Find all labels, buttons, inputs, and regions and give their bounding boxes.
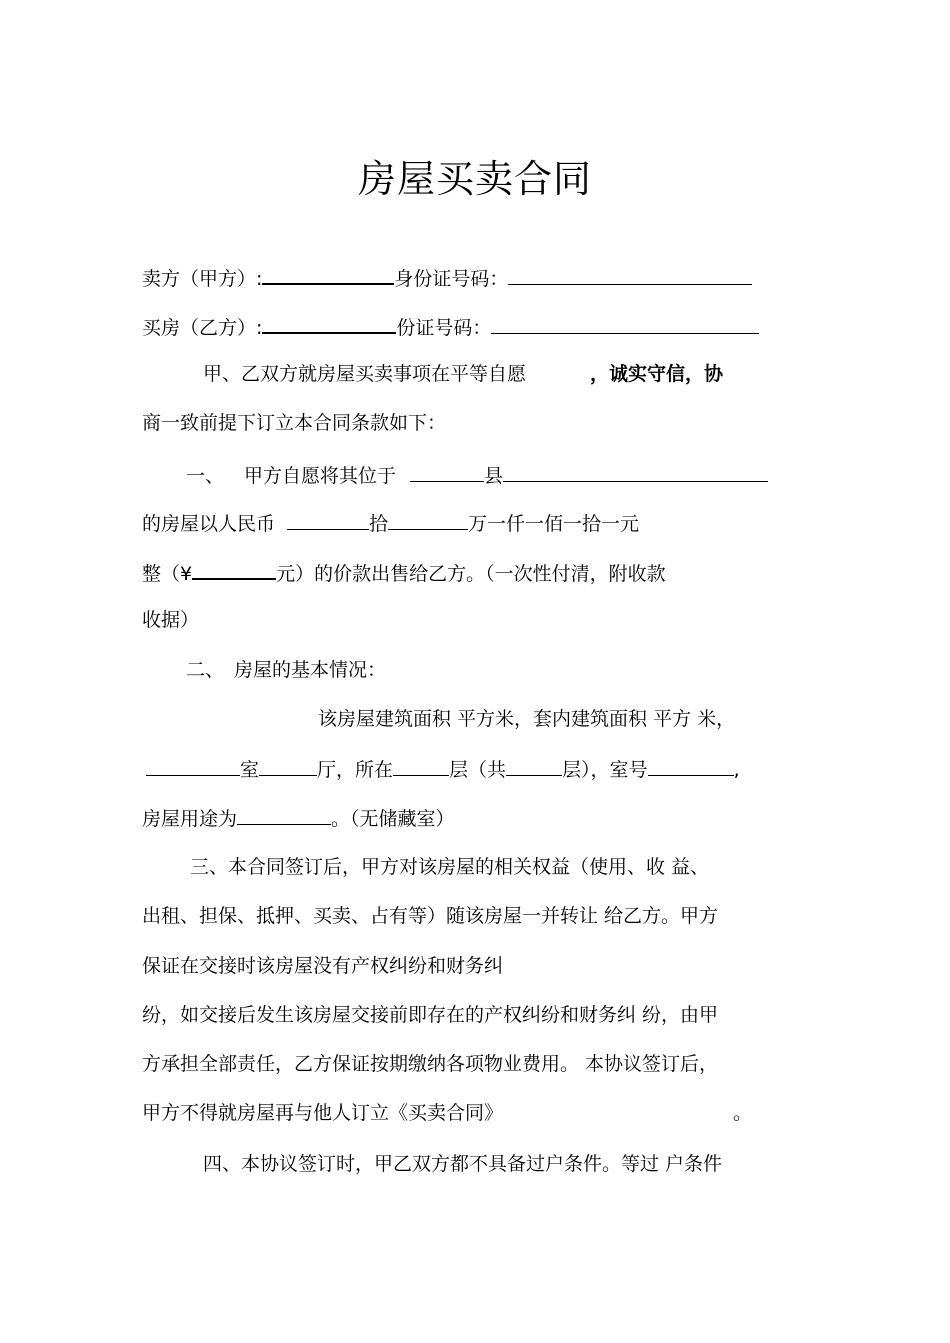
clause3-line-6 bbox=[142, 1100, 752, 1126]
clause3-line-6-text: 甲方不得就房屋再与他人订立《买卖合同》 bbox=[142, 1102, 504, 1124]
clause2-head-text: 房屋的基本情况： bbox=[234, 659, 387, 681]
buyer-line bbox=[142, 312, 759, 341]
clause2-use bbox=[142, 804, 455, 832]
clause1-price-blank-2[interactable] bbox=[388, 509, 468, 530]
clause1-price-blank-1[interactable] bbox=[287, 509, 369, 530]
clause2-area: 该房屋建筑面积 平方米，套内建筑面积 平方 米， bbox=[318, 708, 736, 730]
halls-blank[interactable] bbox=[259, 755, 317, 776]
clause4-line-1: 四、本协议签订时，甲乙双方都不具备过户条件。等过 户条件 bbox=[203, 1153, 723, 1175]
buyer-id-label: 份证号码： bbox=[396, 317, 492, 339]
buyer-id-blank[interactable] bbox=[491, 313, 759, 334]
clause2-use-suffix: 。（无储藏室） bbox=[331, 808, 455, 830]
seller-id-label: 身份证号码： bbox=[394, 268, 509, 290]
buyer-label: 买房（乙方）: bbox=[142, 317, 263, 339]
seller-id-blank[interactable] bbox=[508, 264, 752, 285]
seller-line bbox=[142, 263, 752, 292]
floor-blank[interactable] bbox=[393, 755, 449, 776]
clause1-number: 一、 bbox=[186, 465, 225, 487]
seller-name-blank[interactable] bbox=[262, 263, 394, 285]
seller-label: 卖方（甲方）: bbox=[142, 268, 263, 290]
preamble-line-1 bbox=[203, 361, 723, 387]
buyer-name-blank[interactable] bbox=[262, 312, 396, 334]
clause1-line-1 bbox=[186, 461, 768, 489]
clause1-amount-blank[interactable] bbox=[192, 558, 276, 580]
clause2-ceng: 层（共 bbox=[449, 759, 507, 781]
clause1-county: 县 bbox=[484, 465, 504, 487]
use-blank[interactable] bbox=[237, 804, 331, 825]
preamble-line-2: 商一致前提下订立本合同条款如下： bbox=[142, 412, 447, 434]
clause2-rooms bbox=[146, 755, 740, 783]
clause2-ting: 厅，所在 bbox=[317, 759, 394, 781]
clause2-comma: , bbox=[733, 759, 740, 781]
clause1-price-label: 的房屋以人民币 bbox=[142, 513, 276, 535]
clause3-line-5: 方承担全部责任，乙方保证按期缴纳各项物业费用。 本协议签订后， bbox=[142, 1053, 719, 1075]
clause1-line-4: 收据） bbox=[142, 609, 200, 631]
total-floor-blank[interactable] bbox=[506, 755, 562, 776]
clause1-text-a: 甲方自愿将其位于 bbox=[244, 465, 397, 487]
clause1-line-2 bbox=[142, 509, 639, 537]
clause3-line-2: 出租、担保、抵押、买卖、占有等）随该房屋一并转让 给乙方。甲方 bbox=[142, 905, 719, 927]
clause1-address-blank[interactable] bbox=[503, 461, 768, 482]
clause3-line-3: 保证在交接时该房屋没有产权纠纷和财务纠 bbox=[142, 955, 504, 977]
clause2-number: 二、 bbox=[186, 659, 225, 681]
clause2-use-label: 房屋用途为 bbox=[142, 808, 238, 830]
clause3-line-6-period: 。 bbox=[733, 1102, 753, 1124]
clause2-heading bbox=[186, 657, 386, 683]
room-number-blank[interactable] bbox=[648, 755, 734, 776]
clause1-wan: 万一仟一佰一拾一元 bbox=[468, 513, 640, 535]
clause2-shi: 室 bbox=[240, 759, 260, 781]
clause1-yuan-prefix: 整（¥ bbox=[142, 563, 193, 585]
clause1-location-blank[interactable] bbox=[410, 461, 484, 482]
preamble-text-a: 甲、乙双方就房屋买卖事项在平等自愿 bbox=[203, 363, 527, 385]
clause1-line-3 bbox=[142, 558, 666, 587]
rooms-blank[interactable] bbox=[146, 755, 240, 776]
preamble-text-b: ，诚实守信，协 bbox=[590, 363, 724, 385]
clause3-line-1: 三、本合同签订后，甲方对该房屋的相关权益（使用、收 益、 bbox=[190, 856, 710, 878]
clause2-ceng2: 层），室号 bbox=[562, 759, 648, 781]
clause1-yuan-suffix: 元）的价款出售给乙方。（一次性付清，附收款 bbox=[276, 563, 666, 585]
clause1-shi: 拾 bbox=[369, 513, 389, 535]
clause3-line-4: 纷，如交接后发生该房屋交接前即存在的产权纠纷和财务纠 纷，由甲 bbox=[142, 1004, 719, 1026]
document-title: 房屋买卖合同 bbox=[357, 157, 592, 201]
